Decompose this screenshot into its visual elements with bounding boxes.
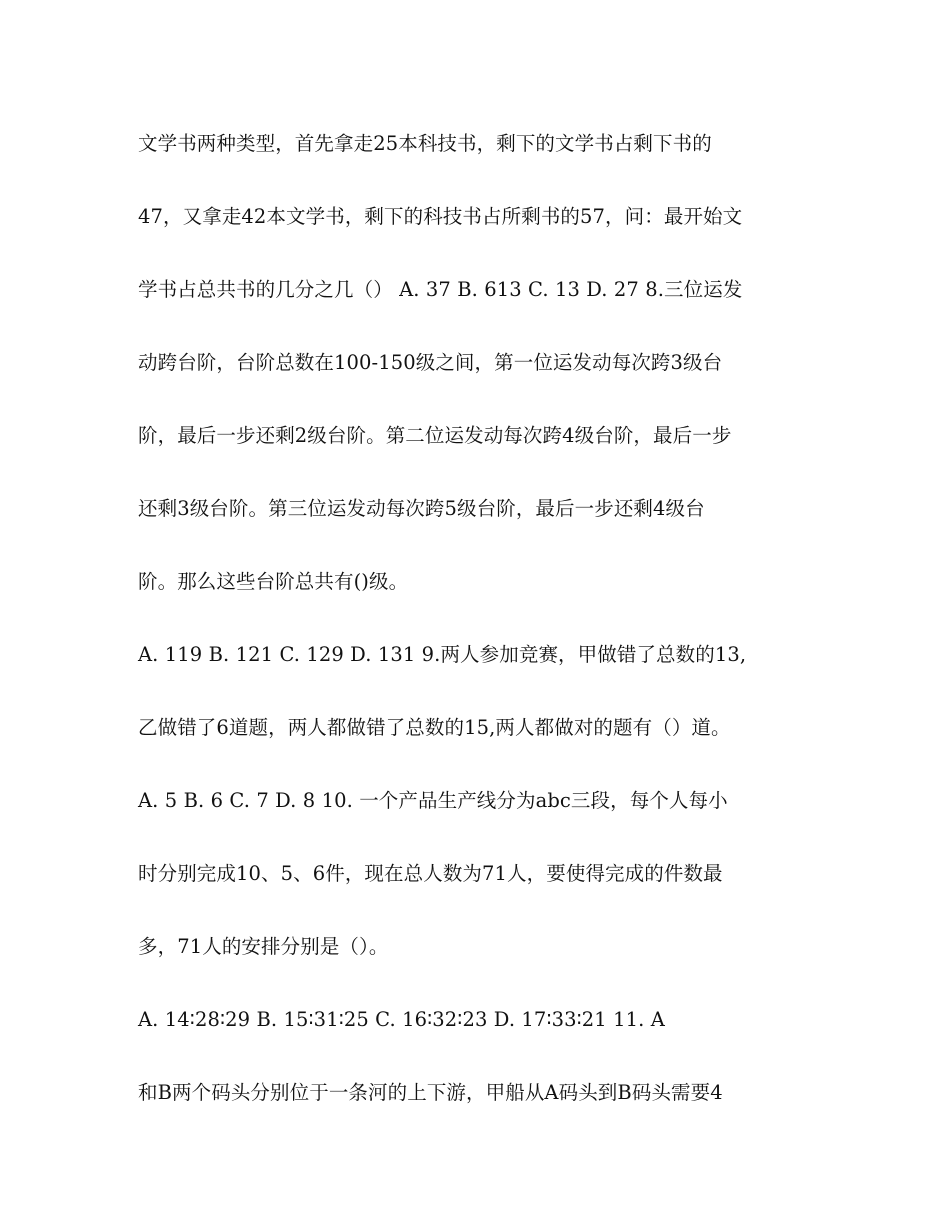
text-line-2: 47，又拿走42本文学书，剩下的科技书占所剩书的57，问：最开始文: [138, 205, 743, 228]
text-line-3: 学书占总共书的几分之几（） A. 37 B. 613 C. 13 D. 27 8.三位运发: [138, 278, 743, 301]
text-line-5: 阶，最后一步还剩2级台阶。第二位运发动每次跨4级台阶，最后一步: [138, 424, 732, 447]
text-line-10: A. 5 B. 6 C. 7 D. 8 10. 一个产品生产线分为abc三段，每个人每小: [138, 789, 728, 812]
text-line-14: 和B两个码头分别位于一条河的上下游，甲船从A码头到B码头需要4: [138, 1081, 723, 1104]
text-line-8: A. 119 B. 121 C. 129 D. 131 9.两人参加竞赛，甲做错了总数的13,: [138, 643, 747, 666]
text-line-4: 动跨台阶，台阶总数在100-150级之间，第一位运发动每次跨3级台: [138, 351, 723, 374]
text-line-12: 多，71人的安排分别是（）。: [138, 935, 389, 958]
text-line-9: 乙做错了6道题，两人都做错了总数的15,两人都做对的题有（）道。: [138, 716, 731, 739]
text-line-11: 时分别完成10、5、6件，现在总人数为71人，要使得完成的件数最: [138, 862, 723, 885]
text-line-6: 还剩3级台阶。第三位运发动每次跨5级台阶，最后一步还剩4级台: [138, 497, 705, 520]
text-line-13: A. 14∶28∶29 B. 15∶31∶25 C. 16∶32∶23 D. 17∶33∶21 11. A: [138, 1008, 665, 1031]
text-line-7: 阶。那么这些台阶总共有()级。: [138, 570, 409, 593]
text-line-1: 文学书两种类型，首先拿走25本科技书，剩下的文学书占剩下书的: [138, 132, 712, 155]
